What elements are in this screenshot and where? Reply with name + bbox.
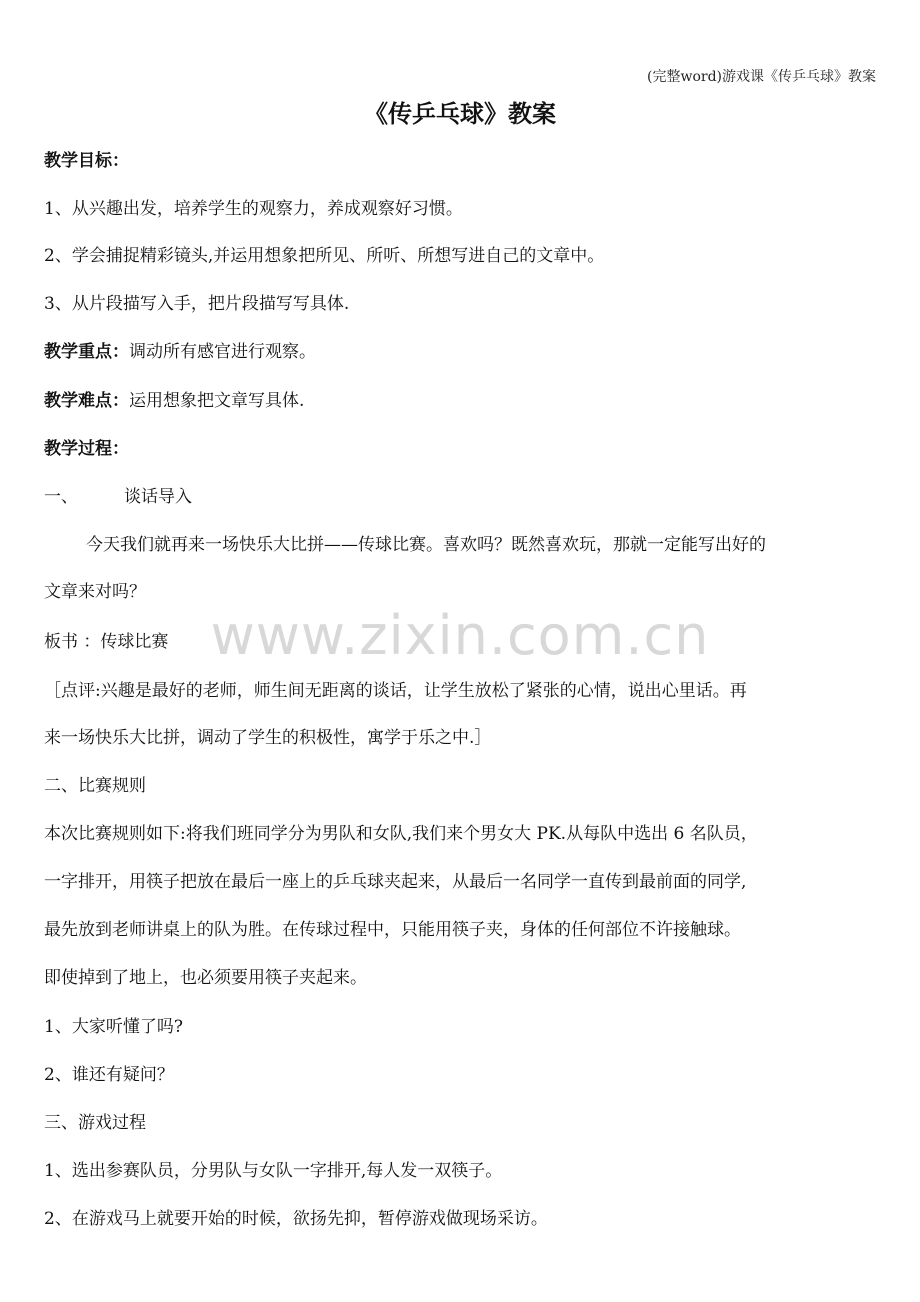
goal-2: 2、学会捕捉精彩镜头,并运用想象把所见、所听、所想写进自己的文章中。 bbox=[44, 246, 605, 266]
goal-1: 1、从兴趣出发，培养学生的观察力，养成观察好习惯。 bbox=[44, 199, 463, 219]
goal-3: 3、从片段描写入手，把片段描写写具体. bbox=[44, 294, 350, 314]
question-2: 2、谁还有疑问？ bbox=[44, 1065, 174, 1085]
watermark: www.zixin.com.cn bbox=[210, 604, 710, 667]
difficulty-text: 运用想象把文章写具体. bbox=[129, 391, 305, 411]
comment-line-1: ［点评:兴趣是最好的老师，师生间无距离的谈话，让学生放松了紧张的心情，说出心里话。再 bbox=[44, 681, 747, 701]
page-header: (完整word)游戏课《传乒乓球》教案 bbox=[647, 69, 876, 85]
intro-line-2: 文章来对吗？ bbox=[44, 582, 146, 602]
board-text: 板书 ：传球比赛 bbox=[44, 632, 169, 652]
rules-line-1: 本次比赛规则如下:将我们班同学分为男队和女队,我们来个男女大 PK.从每队中选出 6 名队员， bbox=[44, 824, 758, 844]
key-text: 调动所有感官进行观察。 bbox=[129, 342, 316, 362]
part1-title: 谈话导入 bbox=[124, 487, 192, 507]
goals-heading: 教学目标： bbox=[44, 151, 129, 171]
part1-number: 一、 bbox=[44, 487, 78, 507]
difficulty-point bbox=[44, 389, 880, 413]
step-2: 2、在游戏马上就要开始的时候，欲扬先抑，暂停游戏做现场采访。 bbox=[44, 1209, 548, 1229]
part3-title: 三、游戏过程 bbox=[44, 1113, 146, 1133]
document-title: 《传乒乓球》教案 bbox=[364, 99, 556, 128]
part1-heading bbox=[44, 485, 880, 509]
key-point bbox=[44, 340, 880, 364]
question-1: 1、大家听懂了吗? bbox=[44, 1017, 183, 1037]
process-heading: 教学过程： bbox=[44, 439, 129, 459]
comment-line-2: 来一场快乐大比拼，调动了学生的积极性，寓学于乐之中.］ bbox=[44, 728, 492, 748]
rules-line-4: 即使掉到了地上，也必须要用筷子夹起来。 bbox=[44, 968, 367, 988]
step-1: 1、选出参赛队员，分男队与女队一字排开,每人发一双筷子。 bbox=[44, 1161, 503, 1181]
rules-line-3: 最先放到老师讲桌上的队为胜。在传球过程中，只能用筷子夹，身体的任何部位不许接触球。 bbox=[44, 920, 741, 940]
difficulty-label: 教学难点： bbox=[44, 391, 129, 411]
rules-line-2: 一字排开，用筷子把放在最后一座上的乒乓球夹起来，从最后一名同学一直传到最前面的同学, bbox=[44, 872, 747, 892]
key-label: 教学重点： bbox=[44, 342, 129, 362]
intro-line-1: 今天我们就再来一场快乐大比拼——传球比赛。喜欢吗？既然喜欢玩，那就一定能写出好的 bbox=[86, 535, 766, 555]
part2-title: 二、比赛规则 bbox=[44, 776, 146, 796]
